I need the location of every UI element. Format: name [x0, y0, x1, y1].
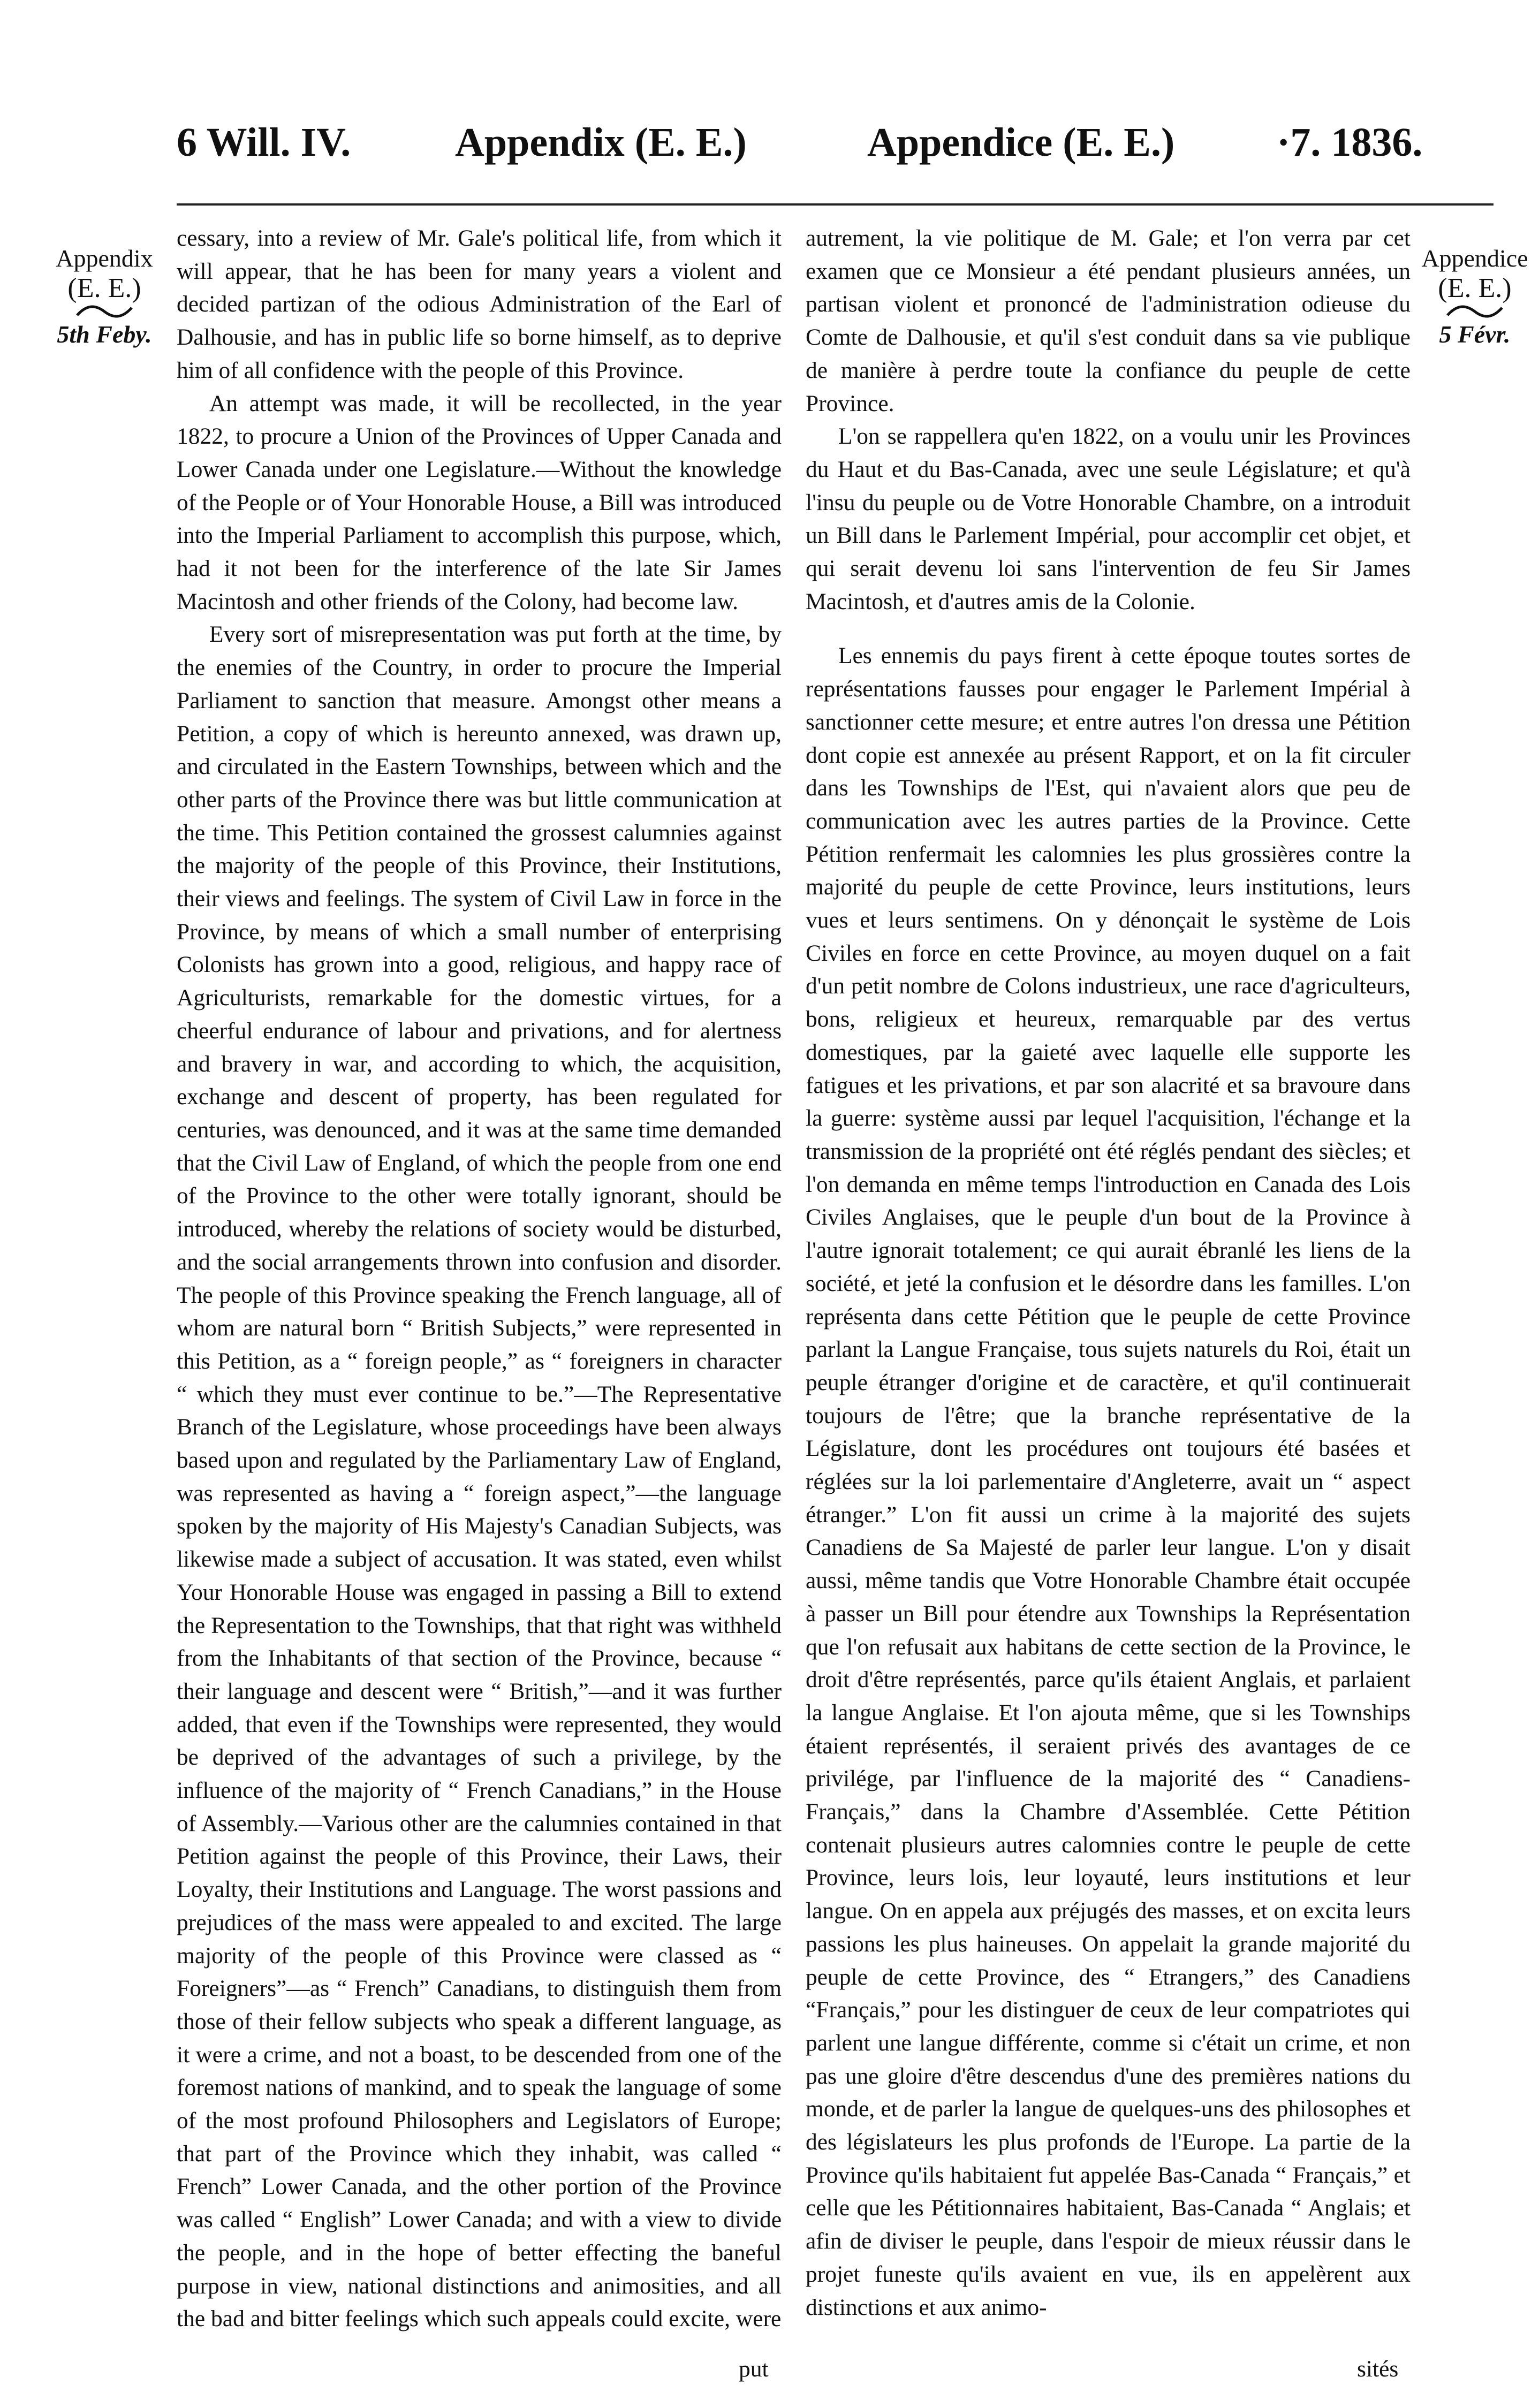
- paragraph: Les ennemis du pays firent à cette époque toutes sortes de représentations fausses pour engager le Parlement Impérial à sanctionner cette mesure; et entre autres l'on dressa une Pétition dont copie est annexée au présent Rapport, et on la fit circuler dans les Townships de l'Est, qui n'avaient alors que peu de communication avec les autres parties de la Province. Cette Pétition renfermait les calomnies les plus grossières contre la majorité du peuple de cette Province, leurs institutions, leurs vues et leurs sentimens. On y dénonçait le système de Lois Civiles en force en cette Province, au moyen duquel on a fait d'un petit nombre de Colons industrieux, une race d'agriculteurs, bons, religieux et heureux, remarquable par des vertus domestiques, par la gaieté avec laquelle elle supporte les fatigues et les privations, et par son alacrité et sa bravoure dans la guerre: système aussi par lequel l'acquisition, l'échange et la transmission de la propriété ont été réglés pendant des siècles; et l'on demanda en même temps l'introduction en Canada des Lois Civiles Anglaises, que le peuple d'un bout de la Province à l'autre ignorait totalement; ce qui aurait ébranlé les liens de la société, et jeté la confusion et le désordre dans les familles. L'on représenta dans cette Pétition que le peuple de cette Province parlant la Langue Française, tous sujets naturels du Roi, était un peuple étranger d'origine et de caractère, et qu'il continuerait toujours de l'être; que la branche représentative de la Législature, dont les procédures ont toujours été basées et réglées sur la loi parlementaire d'Angleterre, avait un “ aspect étranger.” L'on fit aussi un crime à la majorité des sujets Canadiens de Sa Majesté de parler leur langue. L'on y disait aussi, même tandis que Votre Honorable Chambre était occupée à passer un Bill pour étendre aux Townships la Représentation que l'on refusait aux habitans de cette section de la Province, le droit d'être représentés, parce qu'ils étaient Anglais, et parlaient la langue Anglaise. Et l'on ajouta même, que si les Townships étaient représentés, il seraient privés des avantages de ce privilége, par l'influence de la majorité des “ Canadiens-Français,” dans la Chambre d'Assemblée. Cette Pétition contenait plusieurs autres calomnies contre le peuple de cette Province, leurs lois, leur loyauté, leurs institutions et leur langue. On en appela aux préjugés des masses, et on excita leurs passions les plus haineuses. On appelait la grande majorité du peuple de cette Province, des “ Etrangers,” des Canadiens “Français,” pour les distinguer de ceux de leur compatriotes qui parlent une langue différente, comme si c'était un crime, et non pas une gloire d'être descendus d'une des premières nations du monde, et de parler la langue de quelques-uns des philosophes et des législateurs les plus profonds de l'Europe. La partie de la Province qu'ils habitaient fut appelée Bas-Canada “ Français,” et celle que les Pétitionnaires habitaient, Bas-Canada “ Anglais; et afin de diviser le peuple, dans l'espoir de mieux réussir dans le projet funeste qu'ils avaient en vue, ils en appelèrent aux distinctions et aux animo-: [806, 643, 1411, 2320]
- header-rule: [177, 203, 1493, 206]
- margin-label: Appendice: [1421, 245, 1528, 272]
- margin-label: Appendix: [56, 245, 153, 272]
- margin-date: 5th Feby.: [57, 321, 152, 348]
- swash-ornament-icon: [1445, 303, 1504, 320]
- appendix-header-fr: Appendice (E. E.): [867, 120, 1175, 165]
- catchword-en: put: [739, 2356, 769, 2382]
- session-header: 6 Will. IV.: [177, 120, 351, 165]
- paragraph: autrement, la vie politique de M. Gale; et l'on verra par cet examen que ce Monsieur a été pendant plusieurs années, un partisan violent et prononcé de l'administration odieuse du Comte de Dalhousie, et qu'il s'est conduit dans sa vie publique de manière à perdre toute la confiance du peuple de cette Province.: [806, 225, 1411, 416]
- margin-note-right: [1413, 244, 1536, 350]
- swash-ornament-icon: [75, 303, 134, 320]
- paragraph: L'on se rappellera qu'en 1822, on a voulu unir les Provinces du Haut et du Bas-Canada, avec une seule Législature; et qu'à l'insu du peuple ou de Votre Honorable Chambre, on a introduit un Bill dans le Parlement Impérial, pour accomplir cet objet, et qui serait devenu loi sans l'intervention de feu Sir James Macintosh, et d'autres amis de la Colonie.: [806, 423, 1411, 614]
- paragraph: An attempt was made, it will be recollected, in the year 1822, to procure a Union of the Provinces of Upper Canada and Lower Canada under one Legislature.—Without the knowledge of the People or of Your Honorable House, a Bill was introduced into the Imperial Parliament to accomplish this purpose, which, had it not been for the interference of the late Sir James Macintosh and other friends of the Colony, had become law.: [177, 390, 782, 614]
- margin-note-left: [43, 244, 166, 350]
- paragraph: Every sort of misrepresentation was put forth at the time, by the enemies of the Country, in order to procure the Imperial Parliament to sanction that measure. Amongst other means a Petition, a copy of which is hereunto annexed, was drawn up, and circulated in the Eastern Townships, between which and the other parts of the Province there was but little communication at the time. This Petition contained the grossest calumnies against the majority of the people of this Province, their Institutions, their views and feelings. The system of Civil Law in force in the Province, by means of which a small number of enterprising Colonists has grown into a good, religious, and happy race of Agriculturists, remarkable for the domestic virtues, for a cheerful endurance of labour and privations, and for alertness and bravery in war, and according to which, the acquisition, exchange and descent of property, has been regulated for centuries, was denounced, and it was at the same time demanded that the Civil Law of England, of which the people from one end of the Province to the other were totally ignorant, should be introduced, whereby the relations of society would be disturbed, and the social arrangements thrown into confusion and disorder. The people of this Province speaking the French language, all of whom are natural born “ British Subjects,” were represented in this Petition, as a “ foreign people,” as “ foreigners in character “ which they must ever continue to be.”—The Representative Branch of the Legislature, whose proceedings have been always based upon and regulated by the Parliamentary Law of England, was represented as having a “ foreign aspect,”—the language spoken by the majority of His Majesty's Canadian Subjects, was likewise made a subject of accusation. It was stated, even whilst Your Honorable House was engaged in passing a Bill to extend the Representation to the Townships, that that right was withheld from the Inhabitants of that section of the Province, because “ their language and descent were “ British,”—and it was further added, that even if the Townships were represented, they would be deprived of the advantages of such a privilege, by the influence of the majority of “ French Canadians,” in the House of Assembly.—Various other are the calumnies contained in that Petition against the people of this Province, their Laws, their Loyalty, their Institutions and Language. The worst passions and prejudices of the mass were appealed to and excited. The large majority of the people of this Province were classed as “ Foreigners”—as “ French” Canadians, to distinguish them from those of their fellow subjects who speak a different language, as it were a crime, and not a boast, to be descended from one of the foremost nations of mankind, and to speak the language of some of the most profound Philosophers and Legislators of Europe; that part of the Province which they inhabit, was called “ French” Lower Canada, and the other portion of the Province was called “ English” Lower Canada; and with a view to divide the people, and in the hope of better effecting the baneful purpose in view, national distinctions and animosities, and all the bad and bitter feelings which such appeals could excite, were: [177, 621, 782, 2332]
- year-header: ·7. 1836.: [1277, 120, 1423, 165]
- appendix-header-en: Appendix (E. E.): [455, 120, 747, 165]
- paragraph: cessary, into a review of Mr. Gale's political life, from which it will appear, that he has been for many years a violent and decided partizan of the odious Administration of the Earl of Dalhousie, and has in public life so borne himself, as to deprive him of all confidence with the people of this Province.: [177, 225, 782, 383]
- french-column: [806, 222, 1411, 2324]
- margin-label-sub: (E. E.): [67, 273, 141, 303]
- margin-date: 5 Févr.: [1439, 321, 1511, 348]
- margin-label-sub: (E. E.): [1438, 273, 1512, 303]
- catchword-fr: sités: [1357, 2356, 1399, 2382]
- english-column: [177, 222, 782, 2336]
